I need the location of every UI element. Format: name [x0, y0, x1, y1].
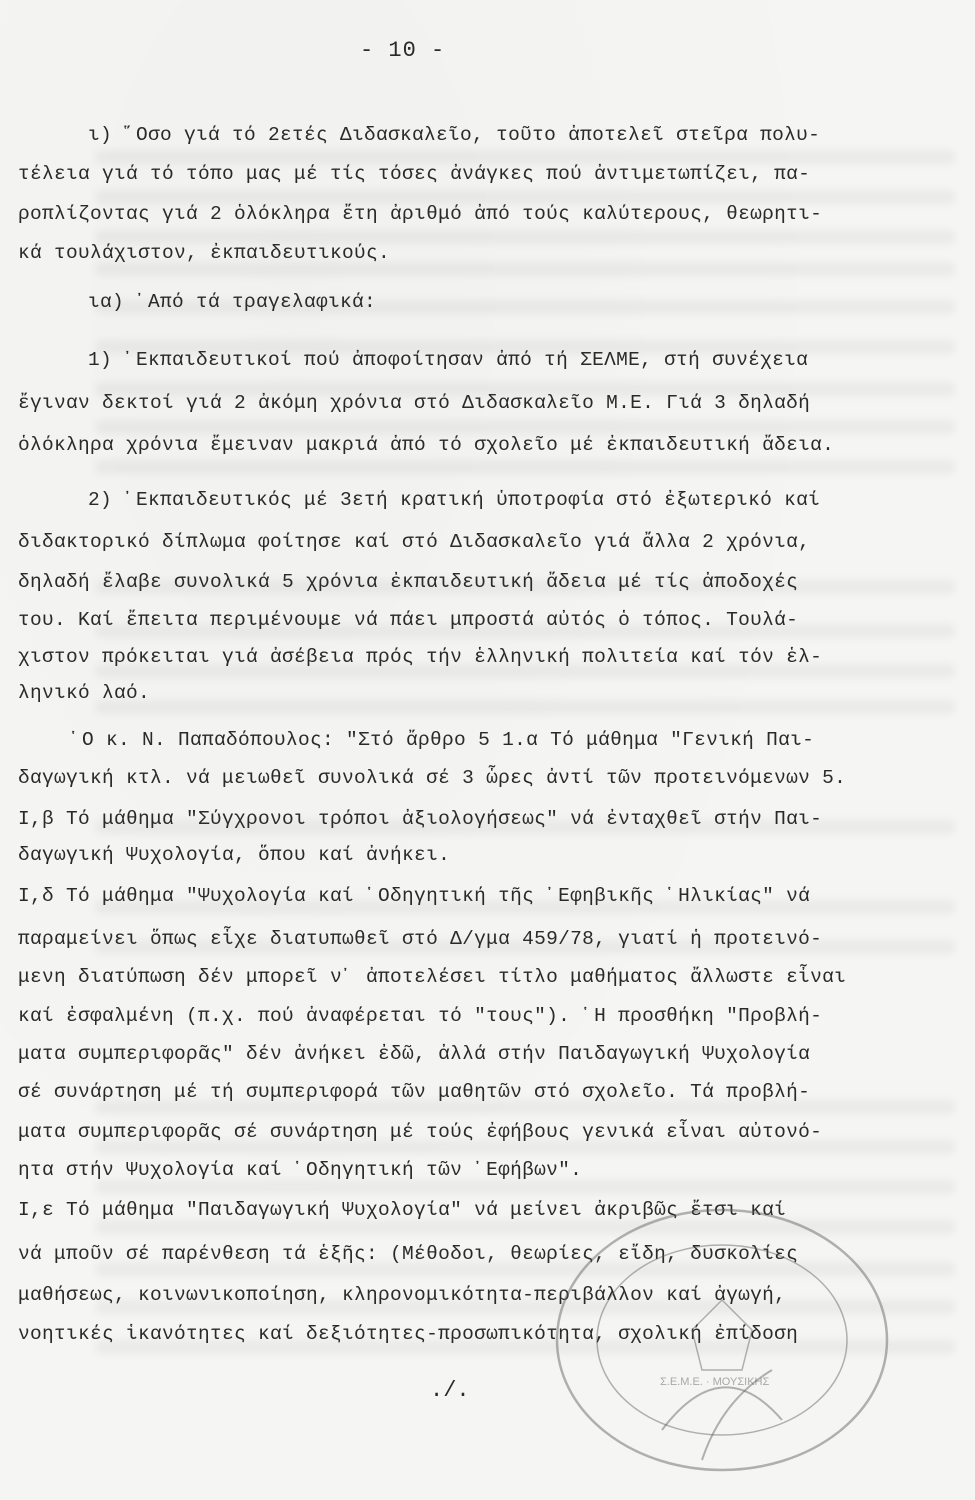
- text-line: ητα στήν Ψυχολογία καί ῾Οδηγητική τῶν ᾽Εφήβων".: [18, 1159, 583, 1181]
- text-line: ἔγιναν δεκτοί γιά 2 ἀκόμη χρόνια στό Διδασκαλεῖο Μ.Ε. Γιά 3 δηλαδή: [18, 392, 811, 414]
- text-line: ῾Ο κ. Ν. Παπαδόπουλος: "Στό ἄρθρο 5 1.α Τό μάθημα "Γενική Παι-: [70, 729, 815, 751]
- text-line: διδακτορικό δίπλωμα φοίτησε καί στό Διδασκαλεῖο γιά ἄλλα 2 χρόνια,: [18, 531, 811, 553]
- text-line: 1) ᾽Εκπαιδευτικοί πού ἀποφοίτησαν ἀπό τή ΣΕΛΜΕ, στή συνέχεια: [88, 349, 809, 371]
- text-line: ι) ῞Οσο γιά τό 2ετές Διδασκαλεῖο, τοῦτο ἀποτελεῖ στεῖρα πολυ-: [88, 124, 821, 146]
- text-line: παραμείνει ὅπως εἶχε διατυπωθεῖ στό Δ/γμα 459/78, γιατί ἡ προτεινό-: [18, 928, 823, 950]
- text-line: ια) ᾽Από τά τραγελαφικά:: [88, 291, 377, 313]
- text-line: χιστον πρόκειται γιά ἀσέβεια πρός τήν ἑλληνική πολιτεία καί τόν ἑλ-: [18, 646, 823, 668]
- text-line: του. Καί ἔπειτα περιμένουμε νά πάει μπροστά αὐτός ὁ τόπος. Τουλά-: [18, 609, 799, 631]
- text-line: ὁλόκληρα χρόνια ἔμειναν μακριά ἀπό τό σχολεῖο μέ ἐκπαιδευτική ἄδεια.: [18, 434, 835, 456]
- text-line: δαγωγική Ψυχολογία, ὅπου καί ἀνήκει.: [18, 844, 451, 866]
- text-line: 2) ᾽Εκπαιδευτικός μέ 3ετή κρατική ὑποτροφία στό ἐξωτερικό καί: [88, 489, 821, 511]
- text-line: Ι,δ Τό μάθημα "Ψυχολογία καί ῾Οδηγητική τῆς ᾽Εφηβικῆς ῾Ηλικίας" νά: [18, 885, 811, 907]
- text-line: ροπλίζοντας γιά 2 ὁλόκληρα ἔτη ἀριθμό ἀπό τούς καλύτερους, θεωρητι-: [18, 203, 823, 225]
- text-line: ματα συμπεριφορᾶς σέ συνάρτηση μέ τούς ἐφήβους γενικά εἶναι αὐτονό-: [18, 1121, 823, 1143]
- text-line: μαθήσεως, κοινωνικοποίηση, κληρονομικότητα-περιβάλλον καί ἀγωγή,: [18, 1284, 787, 1306]
- text-line: μενη διατύπωση δέν μπορεῖ ν᾽ ἀποτελέσει τίτλο μαθήματος ἄλλωστε εἶναι: [18, 966, 847, 988]
- text-line: τέλεια γιά τό τόπο μας μέ τίς τόσες ἀνάγκες πού ἀντιμετωπίζει, πα-: [18, 163, 811, 185]
- text-line: νά μποῦν σέ παρένθεση τά ἑξῆς: (Μέθοδοι, θεωρίες, εἴδη, δυσκολίες: [18, 1243, 799, 1265]
- stamp-text: Σ.Ε.Μ.Ε. · ΜΟΥΣΙΚΗΣ: [660, 1376, 770, 1388]
- text-line: καί ἐσφαλμένη (π.χ. πού ἀναφέρεται τό "τους"). ῾Η προσθήκη "Προβλή-: [18, 1005, 823, 1027]
- text-line: Ι,β Τό μάθημα "Σύγχρονοι τρόποι ἀξιολογήσεως" νά ἐνταχθεῖ στήν Παι-: [18, 808, 823, 830]
- text-line: Ι,ε Τό μάθημα "Παιδαγωγική Ψυχολογία" νά μείνει ἀκριβῶς ἔτσι καί: [18, 1199, 787, 1221]
- text-line: νοητικές ἱκανότητες καί δεξιότητες-προσωπικότητα, σχολική ἐπίδοση: [18, 1323, 799, 1345]
- text-line: σέ συνάρτηση μέ τή συμπεριφορά τῶν μαθητῶν στό σχολεῖο. Τά προβλή-: [18, 1081, 811, 1103]
- continuation-mark: ./.: [430, 1378, 470, 1403]
- text-line: δαγωγική κτλ. νά μειωθεῖ συνολικά σέ 3 ὧρες ἀντί τῶν προτεινόμενων 5.: [18, 767, 847, 789]
- text-line: ματα συμπεριφορᾶς" δέν ἀνήκει ἐδῶ, ἀλλά στήν Παιδαγωγική Ψυχολογία: [18, 1043, 811, 1065]
- text-line: δηλαδή ἔλαβε συνολικά 5 χρόνια ἐκπαιδευτική ἄδεια μέ τίς ἀποδοχές: [18, 571, 799, 593]
- text-line: κά τουλάχιστον, ἐκπαιδευτικούς.: [18, 242, 391, 264]
- text-line: ληνικό λαό.: [18, 682, 151, 704]
- page-number: - 10 -: [360, 38, 446, 63]
